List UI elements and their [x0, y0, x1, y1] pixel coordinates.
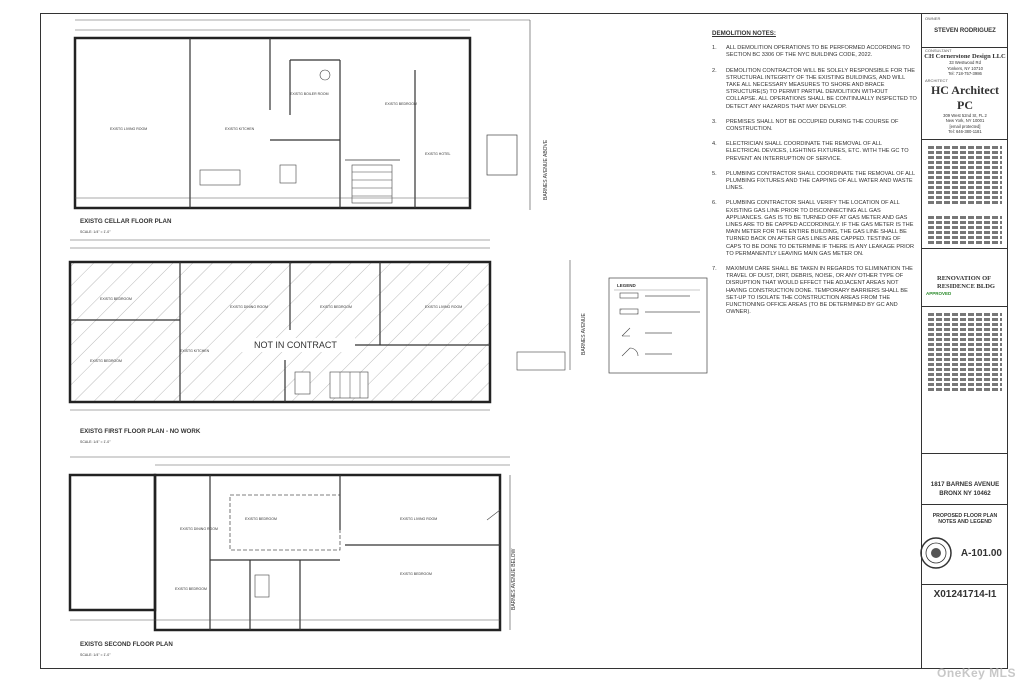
sheet-title-line2: NOTES AND LEGEND: [938, 519, 992, 525]
approved-stamp: APPROVED: [926, 290, 952, 296]
consultant-label: CONSULTANT: [925, 48, 952, 53]
svg-text:EXISTG BEDROOM: EXISTG BEDROOM: [320, 305, 352, 309]
owner-name: STEVEN RODRIGUEZ: [934, 28, 996, 34]
note-item: 4. ELECTRICIAN SHALL COORDINATE THE REMOVAL OF ALL ELECTRICAL DEVICES, LIGHTING FIXTURES, ETC. WITH THE GC TO PREVENT AN INTERRUPTION OF SERVICE.: [712, 141, 909, 162]
permit-number: X01241714-I1: [933, 588, 997, 600]
legend-box: [609, 278, 707, 373]
project-address-line2: BRONX NY 10462: [939, 489, 991, 497]
svg-text:EXISTG BEDROOM: EXISTG BEDROOM: [245, 517, 277, 521]
project-address-line1: 1817 BARNES AVENUE: [930, 480, 1000, 488]
demolition-notes-heading: DEMOLITION NOTES:: [712, 30, 776, 37]
note-item: 7. MAXIMUM CARE SHALL BE TAKEN IN REGARDS TO ELIMINATION THE TRAVEL OF DUST, DIRT, DEBRIS, NOISE, OR ANY OTHER TYPE OF DISRUPTION THAT WOULD EFFECT THE ADJACENT AREAS NOT HAVING CONSTRUCTION DONE. TEMPORARY BARRIERS SHALL BE SET-UP TO ISOLATE THE CONSTRUCTION AREAS FROM THE FUNCTIONING OFFICE AREAS (TO BE DETERMINED BY GC AND OWNER).: [712, 266, 913, 316]
cellar-plan-scale: SCALE: 1/4" = 1'-0": [80, 230, 111, 234]
cellar-plan-title: EXISTG CELLAR FLOOR PLAN: [80, 218, 172, 225]
sheet-number: A-101.00: [960, 547, 1002, 559]
project-name-line2: RESIDENCE BLDG: [937, 282, 995, 290]
architect-name: HC Architect PC: [930, 82, 1000, 112]
sheet-title-line1: PROPOSED FLOOR PLAN: [932, 512, 998, 519]
svg-text:EXISTG BEDROOM: EXISTG BEDROOM: [100, 297, 132, 301]
second-floor-plan-title: EXISTG SECOND FLOOR PLAN: [80, 641, 173, 648]
first-floor-street-label: BARNES AVENUE: [581, 313, 587, 355]
first-floor-plan: [70, 240, 570, 410]
svg-text:EXISTG LIVING ROOM: EXISTG LIVING ROOM: [425, 305, 463, 309]
note-item: 6. PLUMBING CONTRACTOR SHALL VERIFY THE LOCATION OF ALL EXISTING GAS LINE PRIOR TO DISCONNECTING ALL GAS APPLIANCES. GAS IS TO BE TURNED OFF AT GAS METER AND GAS LINES ARE TO BE CAPPED ACCORDINGLY. IF THE GAS METER IS THE MAIN METER FOR THE ENTIRE BUILDING, THE GAS LINE SHALL BE TURNED BACK ON AFTER GAS LINES ARE CAPPED. TESTING OF CAPS TO BE DONE TO DETERMINE IF THERE IS ANY LEAKAGE PRIOR TO PERMANENTLY LEAVING MAIN GAS METER ON.: [712, 200, 915, 257]
not-in-contract-stamp: NOT IN CONTRACT: [254, 340, 337, 350]
architect-label: ARCHITECT: [925, 77, 948, 83]
cellar-plan: [75, 20, 530, 210]
second-floor-plan-scale: SCALE: 1/4" = 1'-0": [80, 653, 111, 657]
cellar-outline: [75, 38, 470, 208]
owner-label: OWNER: [925, 16, 941, 21]
demolition-notes: [712, 30, 917, 325]
svg-text:EXISTG LIVING ROOM: EXISTG LIVING ROOM: [400, 517, 438, 521]
svg-text:EXISTG DINING ROOM: EXISTG DINING ROOM: [180, 527, 218, 531]
svg-text:EXISTG HOTEL: EXISTG HOTEL: [425, 152, 451, 156]
note-item: 1. ALL DEMOLITION OPERATIONS TO BE PERFORMED ACCORDING TO SECTION BC 3306 OF THE NYC BUILDING CODE, 2022.: [712, 45, 910, 59]
svg-text:EXISTG BEDROOM: EXISTG BEDROOM: [400, 572, 432, 576]
first-floor-plan-scale: SCALE: 1/4" = 1'-0": [80, 440, 111, 444]
cellar-street-label: BARNES AVENUE ABOVE: [543, 139, 549, 200]
svg-text:EXISTG LIVING ROOM: EXISTG LIVING ROOM: [110, 127, 148, 131]
first-floor-outline: [70, 262, 490, 402]
second-floor-street-label: BARNES AVENUE BELOW: [511, 548, 517, 610]
project-name-line1: RENOVATION OF: [937, 274, 992, 282]
note-item: 5. PLUMBING CONTRACTOR SHALL COORDINATE THE REMOVAL OF ALL PLUMBING FIXTURES AND THE CAPPING OF ALL WATER AND WASTE LINES.: [712, 170, 915, 192]
svg-text:EXISTG BEDROOM: EXISTG BEDROOM: [90, 359, 122, 363]
first-floor-plan-title: EXISTG FIRST FLOOR PLAN - NO WORK: [80, 428, 201, 435]
svg-text:EXISTG BOILER ROOM: EXISTG BOILER ROOM: [290, 92, 329, 96]
second-floor-outline: [155, 475, 500, 630]
svg-text:EXISTG BEDROOM: EXISTG BEDROOM: [385, 102, 417, 106]
svg-text:EXISTG BEDROOM: EXISTG BEDROOM: [175, 587, 207, 591]
professional-seal-icon: [919, 536, 953, 570]
note-item: 2. DEMOLITION CONTRACTOR WILL BE SOLELY RESPONSIBLE FOR THE STRUCTURAL INTEGRITY OF THE EXISTING BUILDINGS, AND WILL TAKE ALL NECESSARY MEASURES TO SHORE AND BRACE STRUCTURE(S) TO PERMIT PARTIAL DEMOLITION WITHOUT COLLAPSE. ALL OPERATIONS SHALL BE CONTINUALLY INSPECTED TO DETECT ANY HAZARDS THAT MAY DEVELOP.: [712, 67, 917, 110]
note-item: 3. PREMISES SHALL NOT BE OCCUPIED DURING THE COURSE OF CONSTRUCTION.: [712, 118, 899, 133]
second-floor-plan: [70, 457, 510, 630]
svg-text:EXISTG KITCHEN: EXISTG KITCHEN: [225, 127, 255, 131]
watermark: OneKey MLS: [936, 666, 1016, 680]
svg-text:EXISTG KITCHEN: EXISTG KITCHEN: [180, 349, 210, 353]
legend-title: LEGEND: [617, 283, 636, 288]
title-block: OWNER STEVEN RODRIGUEZ CONSULTANT CH Cornerstone Design LLC 33 Westwood Rd Yonkers, NY 10710 Tel: 718-757-3986 ARCHITECT HC Architect PC 309 West 52nd St, FL 2 New York, NY 10001 [email protected] Tel: 646-380-1181 RENOVATION OF RESIDENCE BLDG APPROVED 1817 BARNES AVENUE BRONX NY 10462 PROPOSED FLOOR PLAN NOTES AND LEGEND A-101.00 X01241714-I1: [921, 13, 1008, 669]
consultant-name: CH Cornerstone Design LLC: [924, 53, 1006, 60]
svg-text:EXISTG DINING ROOM: EXISTG DINING ROOM: [230, 305, 268, 309]
